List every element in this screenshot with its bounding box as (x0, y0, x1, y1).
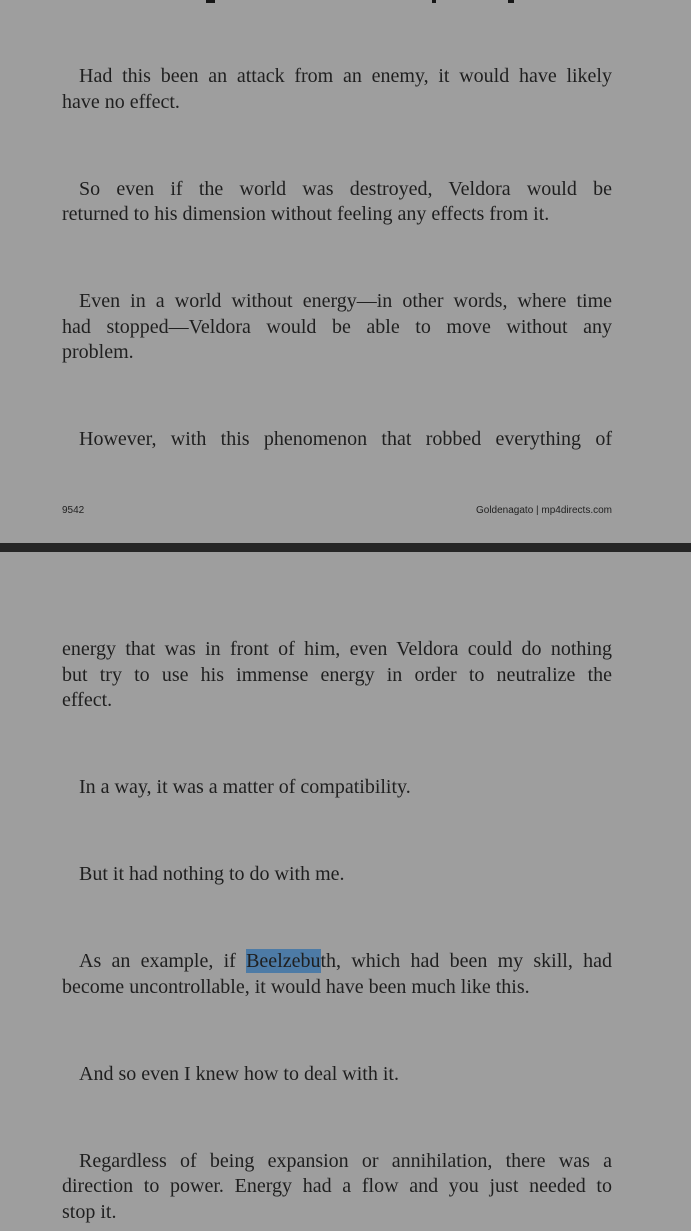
text-line: Regardless of being expansion or annihilation, there was a (79, 1149, 612, 1172)
text-line: stop it. (62, 1200, 117, 1223)
text-line: But it had nothing to do with me. (79, 863, 345, 885)
page-number: 9542 (62, 505, 85, 516)
text-line: effect. (62, 689, 113, 711)
text-line: have no effect. (62, 90, 180, 113)
text-segment: th, which had been my skill, had (320, 950, 612, 972)
text-line: Even in a world without energy—in other words, where time (79, 290, 612, 312)
text-line: had stopped—Veldora would be able to move without any (62, 315, 612, 338)
page-text (62, 637, 612, 1225)
footer-credit: Goldenagato | mp4directs.com (475, 505, 612, 516)
page-text (62, 64, 612, 453)
paragraph (62, 1062, 612, 1088)
text-line: energy that was in front of him, even Veldora could do nothing (62, 638, 612, 660)
text-segment: As an example, if (79, 950, 247, 972)
book-page-bottom (0, 552, 691, 1231)
paragraph (62, 177, 612, 228)
text-line: So even if the world was destroyed, Veldora would be (79, 177, 612, 200)
paragraph (62, 949, 612, 1000)
paragraph (62, 1149, 612, 1226)
text-line: but try to use his immense energy in order to neutralize the (62, 663, 612, 686)
text-line (62, 949, 612, 975)
text-line: And so even I knew how to deal with it. (79, 1062, 399, 1085)
paragraph (62, 289, 612, 366)
paragraph (62, 637, 612, 714)
clipped-line-descender (432, 0, 436, 3)
clipped-line-descender (206, 0, 215, 3)
text-line: returned to his dimension without feeling any effects from it. (62, 203, 550, 225)
clipped-line-descender (508, 0, 514, 3)
text-line: direction to power. Energy had a flow and you just needed to (62, 1175, 612, 1197)
page-footer (62, 505, 612, 516)
highlighted-text[interactable]: Beelzebu (246, 950, 321, 972)
text-line: In a way, it was a matter of compatibility. (79, 776, 411, 798)
page-separator (0, 543, 691, 552)
paragraph (62, 64, 612, 115)
text-line: problem. (62, 341, 134, 363)
text-line: Had this been an attack from an enemy, it would have likely (79, 65, 612, 87)
book-page-top (0, 0, 691, 543)
text-line: become uncontrollable, it would have been much like this. (62, 975, 530, 998)
paragraph (62, 427, 612, 453)
paragraph (62, 862, 612, 888)
text-line: However, with this phenomenon that robbed everything of (79, 428, 612, 450)
paragraph (62, 775, 612, 801)
